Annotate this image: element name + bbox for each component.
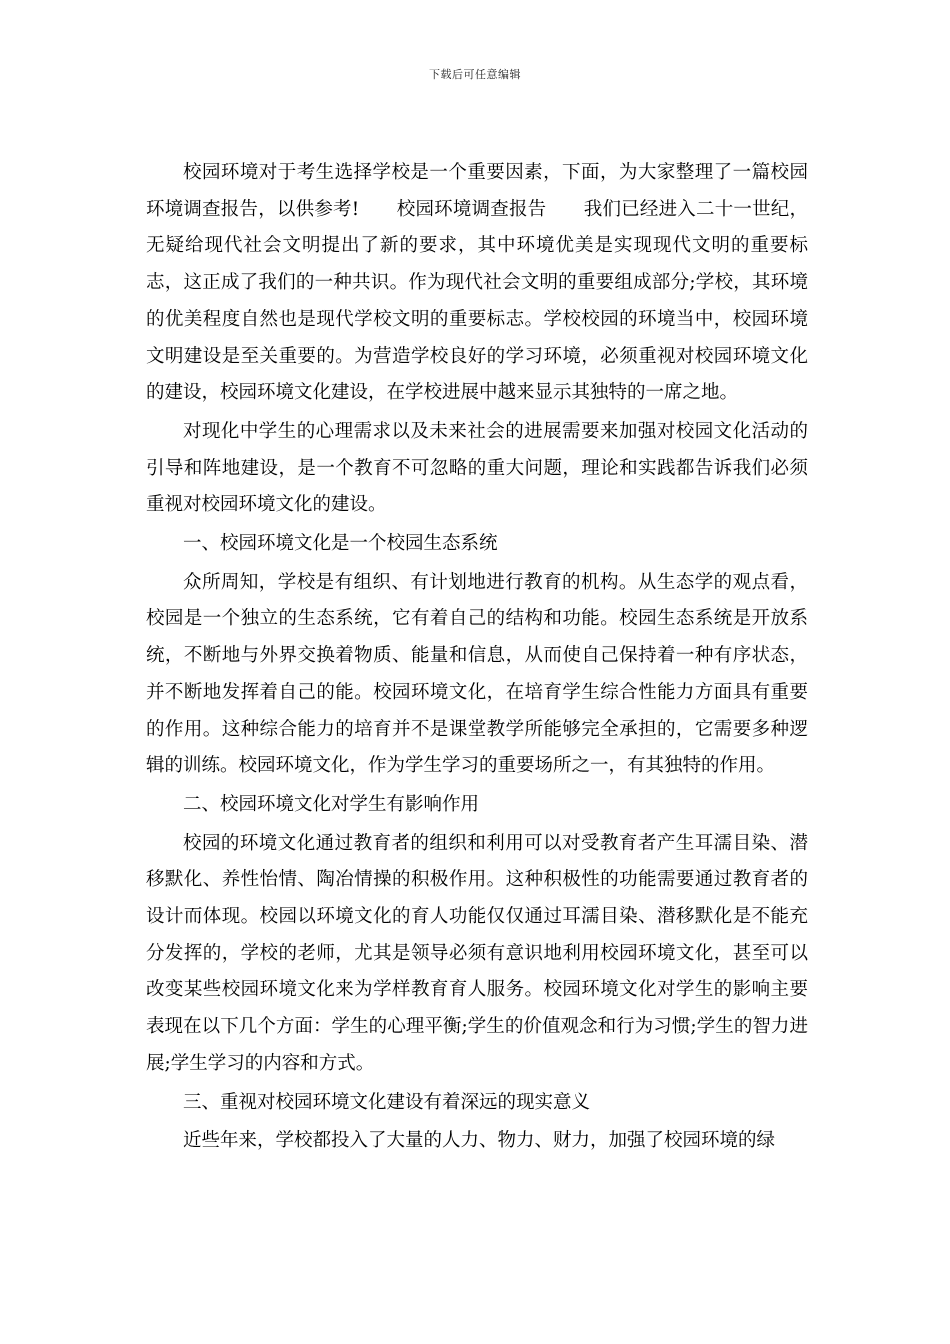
section-heading-3: 三、重视对校园环境文化建设有着深远的现实意义 (183, 1091, 591, 1113)
paragraph-2: 对现化中学生的心理需求以及未来社会的进展需要来加强对校园文化活动的引导和阵地建设，是一个教育不可忽略的重大问题，理论和实践都告诉我们必须重视对校园环境文化的建设。 (146, 420, 808, 516)
document-body (146, 155, 808, 1162)
paragraph-intro: 校园环境对于考生选择学校是一个重要因素，下面，为大家整理了一篇校园环境调查报告，以供参考! 校园环境调查报告 我们已经进入二十一世纪，无疑给现代社会文明提出了新的要求，其中环境优美是实现现代文明的重要标志，这正成了我们的一种共识。作为现代社会文明的重要组成部分;学校，其环境的优美程度自然也是现代学校文明的重要标志。学校校园的环境当中，校园环境文明建设是至关重要的。为营造学校良好的学习环境，必须重视对校园环境文化的建设，校园环境文化建设，在学校进展中越来显示其独特的一席之地。 (146, 162, 808, 404)
paragraph-5: 近些年来，学校都投入了大量的人力、物力、财力，加强了校园环境的绿 (183, 1130, 776, 1152)
page-header: 下载后可任意编辑 (429, 68, 521, 81)
section-heading-2: 二、校园环境文化对学生有影响作用 (183, 793, 480, 815)
paragraph-3: 众所周知，学校是有组织、有计划地进行教育的机构。从生态学的观点看，校园是一个独立的生态系统，它有着自己的结构和功能。校园生态系统是开放系统，不断地与外界交换着物质、能量和信息，从而使自己保持着一种有序状态，并不断地发挥着自己的能。校园环境文化，在培育学生综合性能力方面具有重要的作用。这种综合能力的培育并不是课堂教学所能够完全承担的，它需要多种逻辑的训练。校园环境文化，作为学生学习的重要场所之一，有其独特的作用。 (146, 571, 808, 777)
paragraph-4: 校园的环境文化通过教育者的组织和利用可以对受教育者产生耳濡目染、潜移默化、养性怡情、陶冶情操的积极作用。这种积极性的功能需要通过教育者的设计而体现。校园以环境文化的育人功能仅仅通过耳濡目染、潜移默化是不能充分发挥的，学校的老师，尤其是领导必须有意识地利用校园环境文化，甚至可以改变某些校园环境文化来为学样教育育人服务。校园环境文化对学生的影响主要表现在以下几个方面：学生的心理平衡;学生的价值观念和行为习惯;学生的智力进展;学生学习的内容和方式。 (146, 832, 808, 1074)
section-heading-1: 一、校园环境文化是一个校园生态系统 (183, 533, 498, 555)
